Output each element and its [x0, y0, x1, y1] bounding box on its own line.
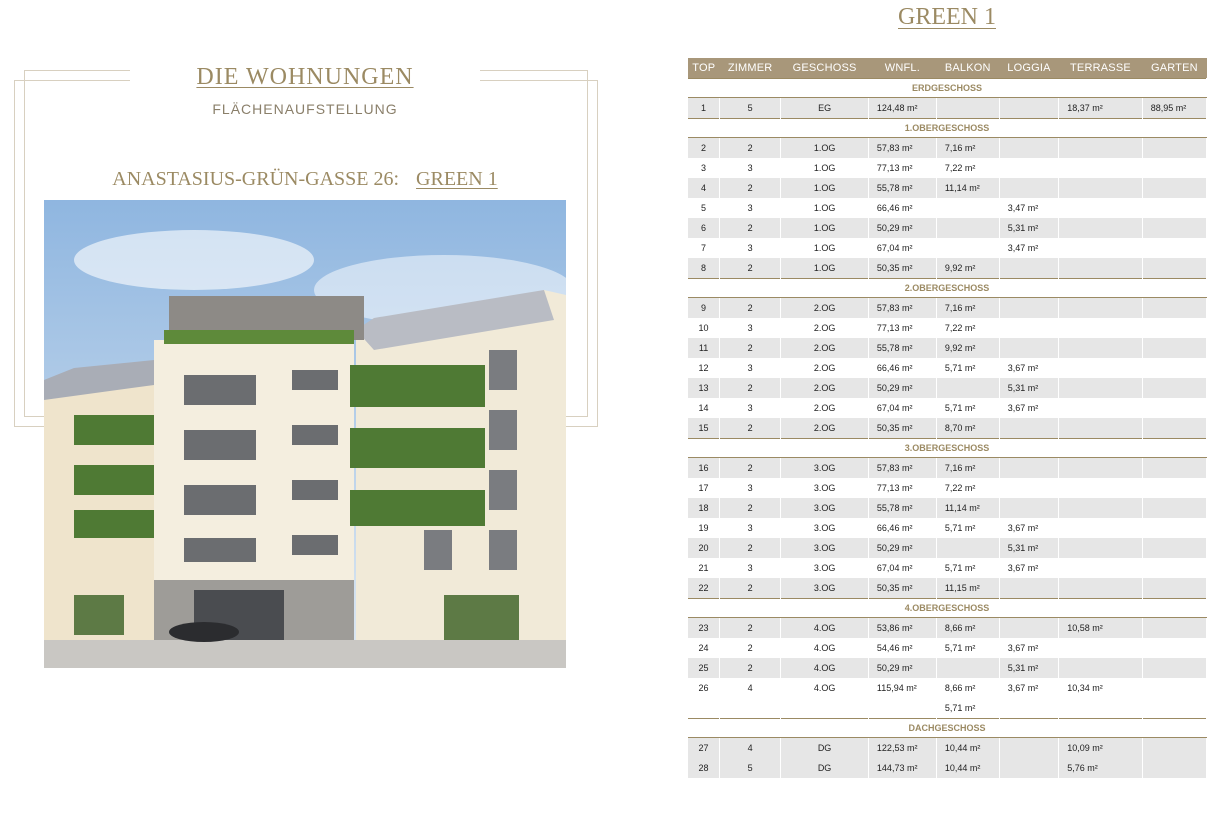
table-cell: [1142, 678, 1206, 698]
table-cell: [1059, 218, 1143, 238]
table-row: [688, 338, 1207, 358]
table-cell: 2: [720, 638, 781, 658]
table-cell: 4.OG: [781, 618, 869, 639]
column-header: GESCHOSS: [781, 58, 869, 79]
table-row: [688, 158, 1207, 178]
table-cell: [1142, 338, 1206, 358]
table-row: [688, 178, 1207, 198]
table-cell: 11: [688, 338, 720, 358]
table-row: [688, 618, 1207, 639]
table-cell: [999, 618, 1059, 639]
table-row: [688, 198, 1207, 218]
table-cell: 67,04 m²: [868, 238, 936, 258]
table-row: [688, 398, 1207, 418]
table-cell: 57,83 m²: [868, 458, 936, 479]
table-cell: 5,71 m²: [936, 558, 999, 578]
table-row: [688, 658, 1207, 678]
table-cell: 3.OG: [781, 518, 869, 538]
table-cell: 7,16 m²: [936, 458, 999, 479]
table-cell: [1059, 238, 1143, 258]
table-cell: [1142, 458, 1206, 479]
table-cell: 7,22 m²: [936, 478, 999, 498]
table-cell: [1142, 618, 1206, 639]
table-cell: 25: [688, 658, 720, 678]
table-row: [688, 498, 1207, 518]
table-cell: [999, 738, 1059, 759]
table-cell: [999, 318, 1059, 338]
page-title: DIE WOHNUNGEN: [196, 64, 414, 90]
table-cell: 19: [688, 518, 720, 538]
table-cell: [1142, 138, 1206, 159]
table-cell: 11,14 m²: [936, 498, 999, 518]
table-cell: [1059, 318, 1143, 338]
table-cell: [1059, 458, 1143, 479]
table-cell: 7,22 m²: [936, 158, 999, 178]
table-cell: 18,37 m²: [1059, 98, 1143, 119]
table-cell: 2: [720, 218, 781, 238]
table-cell: [1142, 498, 1206, 518]
table-cell: [1059, 258, 1143, 279]
table-cell: 10,09 m²: [1059, 738, 1143, 759]
table-cell: 66,46 m²: [868, 518, 936, 538]
table-cell: [1059, 658, 1143, 678]
table-cell: 3: [720, 478, 781, 498]
table-cell: DG: [781, 738, 869, 759]
column-header: GARTEN: [1142, 58, 1206, 79]
table-cell: 4.OG: [781, 678, 869, 698]
table-cell: [999, 338, 1059, 358]
table-row: [688, 518, 1207, 538]
building-illustration: [44, 200, 566, 668]
table-row: [688, 238, 1207, 258]
table-cell: [868, 698, 936, 719]
table-cell: 54,46 m²: [868, 638, 936, 658]
table-cell: 3,67 m²: [999, 638, 1059, 658]
section-row: [688, 79, 1207, 98]
table-cell: 12: [688, 358, 720, 378]
table-cell: 5: [688, 198, 720, 218]
table-cell: [781, 698, 869, 719]
table-body: [688, 79, 1207, 779]
table-cell: [999, 498, 1059, 518]
table-cell: [999, 578, 1059, 599]
table-cell: 67,04 m²: [868, 558, 936, 578]
column-header: ZIMMER: [720, 58, 781, 79]
table-cell: [1142, 518, 1206, 538]
table-cell: 2.OG: [781, 298, 869, 319]
table-cell: [1142, 558, 1206, 578]
table-cell: 15: [688, 418, 720, 439]
table-cell: 3.OG: [781, 478, 869, 498]
title-block: [130, 56, 480, 126]
table-cell: 55,78 m²: [868, 338, 936, 358]
table-cell: [936, 238, 999, 258]
table-cell: 17: [688, 478, 720, 498]
table-cell: 3: [720, 358, 781, 378]
table-cell: 2: [720, 538, 781, 558]
table-row: [688, 378, 1207, 398]
table-cell: 8: [688, 258, 720, 279]
building-rendering: [44, 200, 566, 668]
table-cell: 3,67 m²: [999, 678, 1059, 698]
table-cell: 3: [720, 158, 781, 178]
table-cell: 5,71 m²: [936, 398, 999, 418]
table-cell: 1.OG: [781, 158, 869, 178]
table-cell: [936, 98, 999, 119]
table-cell: 14: [688, 398, 720, 418]
table-cell: [1059, 698, 1143, 719]
table-cell: 4.OG: [781, 638, 869, 658]
column-header: BALKON: [936, 58, 999, 79]
section-label: ERDGESCHOSS: [688, 79, 1207, 98]
table-row: [688, 538, 1207, 558]
table-cell: 2: [720, 498, 781, 518]
table-cell: [1059, 138, 1143, 159]
section-row: [688, 439, 1207, 458]
table-cell: [688, 698, 720, 719]
table-cell: 3.OG: [781, 458, 869, 479]
table-cell: 2.OG: [781, 418, 869, 439]
page-subtitle: FLÄCHENAUFSTELLUNG: [212, 101, 398, 117]
table-cell: 1.OG: [781, 138, 869, 159]
address-text: ANASTASIUS-GRÜN-GASSE 26:: [112, 168, 400, 190]
table-cell: 2.OG: [781, 358, 869, 378]
table-cell: 50,35 m²: [868, 258, 936, 279]
table-cell: 5,71 m²: [936, 518, 999, 538]
table-cell: 50,35 m²: [868, 418, 936, 439]
table-header-row: [688, 58, 1207, 79]
table-cell: 66,46 m²: [868, 198, 936, 218]
table-cell: 5,71 m²: [936, 698, 999, 719]
table-cell: 2.OG: [781, 398, 869, 418]
table-cell: 10: [688, 318, 720, 338]
table-cell: [999, 418, 1059, 439]
table-cell: 122,53 m²: [868, 738, 936, 759]
project-name: GREEN 1: [416, 168, 498, 190]
table-cell: [1142, 538, 1206, 558]
table-cell: [1059, 198, 1143, 218]
table-row: [688, 558, 1207, 578]
table-cell: 8,66 m²: [936, 618, 999, 639]
table-cell: [1059, 338, 1143, 358]
table-cell: 67,04 m²: [868, 398, 936, 418]
section-row: [688, 279, 1207, 298]
table-cell: 27: [688, 738, 720, 759]
table-cell: 5: [720, 98, 781, 119]
section-label: DACHGESCHOSS: [688, 719, 1207, 738]
table-cell: 4: [720, 738, 781, 759]
table-cell: 1: [688, 98, 720, 119]
table-cell: [1142, 738, 1206, 759]
table-row: [688, 298, 1207, 319]
table-cell: 124,48 m²: [868, 98, 936, 119]
table-cell: 77,13 m²: [868, 158, 936, 178]
table-cell: 10,34 m²: [1059, 678, 1143, 698]
column-header: LOGGIA: [999, 58, 1059, 79]
table-cell: [1142, 418, 1206, 439]
table-cell: [1059, 578, 1143, 599]
table-cell: 2: [720, 258, 781, 279]
table-cell: [1059, 418, 1143, 439]
section-label: 2.OBERGESCHOSS: [688, 279, 1207, 298]
table-cell: 2: [720, 178, 781, 198]
table-cell: EG: [781, 98, 869, 119]
table-cell: [1142, 318, 1206, 338]
table-cell: 21: [688, 558, 720, 578]
table-cell: 57,83 m²: [868, 298, 936, 319]
table-cell: [1142, 178, 1206, 198]
table-cell: 2: [720, 298, 781, 319]
table-cell: 26: [688, 678, 720, 698]
table-cell: [999, 698, 1059, 719]
table-cell: [1142, 698, 1206, 719]
table-cell: [1142, 198, 1206, 218]
table-cell: 4: [688, 178, 720, 198]
table-cell: 10,44 m²: [936, 758, 999, 778]
table-cell: 3: [688, 158, 720, 178]
table-cell: 3,47 m²: [999, 238, 1059, 258]
table-cell: [1059, 358, 1143, 378]
table-cell: 3: [720, 518, 781, 538]
table-row: [688, 738, 1207, 759]
section-row: [688, 119, 1207, 138]
table-cell: 2: [720, 418, 781, 439]
table-cell: 3.OG: [781, 578, 869, 599]
table-cell: 2: [720, 378, 781, 398]
table-cell: [1059, 558, 1143, 578]
table-cell: 2.OG: [781, 338, 869, 358]
table-cell: 3: [720, 398, 781, 418]
table-cell: 28: [688, 758, 720, 778]
table-row: [688, 678, 1207, 698]
table-cell: 5,31 m²: [999, 378, 1059, 398]
table-cell: 5,31 m²: [999, 218, 1059, 238]
table-cell: [1059, 398, 1143, 418]
section-label: 1.OBERGESCHOSS: [688, 119, 1207, 138]
table-cell: [1142, 758, 1206, 778]
table-cell: [936, 378, 999, 398]
table-cell: [936, 218, 999, 238]
table-row: [688, 258, 1207, 279]
table-cell: [999, 458, 1059, 479]
section-row: [688, 719, 1207, 738]
table-cell: [1142, 398, 1206, 418]
table-row: [688, 358, 1207, 378]
table-cell: [1059, 498, 1143, 518]
area-table: [688, 58, 1207, 778]
table-cell: 8,66 m²: [936, 678, 999, 698]
table-cell: 4.OG: [781, 658, 869, 678]
table-cell: 3,67 m²: [999, 398, 1059, 418]
table-row: [688, 458, 1207, 479]
table-cell: 55,78 m²: [868, 498, 936, 518]
table-cell: [999, 178, 1059, 198]
table-cell: [999, 758, 1059, 778]
table-cell: 88,95 m²: [1142, 98, 1206, 119]
table-cell: [1059, 158, 1143, 178]
table-cell: 4: [720, 678, 781, 698]
table-cell: 5,71 m²: [936, 638, 999, 658]
table-cell: 2: [720, 458, 781, 479]
table-cell: 3,67 m²: [999, 518, 1059, 538]
section-label: 3.OBERGESCHOSS: [688, 439, 1207, 458]
table-cell: 3: [720, 558, 781, 578]
table-cell: 3,67 m²: [999, 558, 1059, 578]
table-cell: 9,92 m²: [936, 258, 999, 279]
table-cell: [720, 698, 781, 719]
table-row: [688, 218, 1207, 238]
table-cell: 5,76 m²: [1059, 758, 1143, 778]
table-cell: 3: [720, 238, 781, 258]
table-cell: 10,58 m²: [1059, 618, 1143, 639]
table-cell: 2.OG: [781, 378, 869, 398]
table-cell: 23: [688, 618, 720, 639]
table-cell: 1.OG: [781, 238, 869, 258]
table-row: [688, 758, 1207, 778]
table-cell: 3,67 m²: [999, 358, 1059, 378]
table-row: [688, 698, 1207, 719]
table-cell: 3.OG: [781, 538, 869, 558]
table-cell: 50,29 m²: [868, 538, 936, 558]
table-cell: 9: [688, 298, 720, 319]
table-cell: [936, 538, 999, 558]
table-cell: 8,70 m²: [936, 418, 999, 439]
table-cell: [1059, 298, 1143, 319]
section-row: [688, 599, 1207, 618]
table-cell: [1142, 298, 1206, 319]
table-cell: [1142, 218, 1206, 238]
table-cell: [1142, 578, 1206, 599]
table-cell: [1059, 538, 1143, 558]
table-cell: 2: [720, 578, 781, 599]
table-cell: 50,35 m²: [868, 578, 936, 599]
table-cell: 77,13 m²: [868, 478, 936, 498]
table-row: [688, 318, 1207, 338]
table-cell: 55,78 m²: [868, 178, 936, 198]
table-cell: 13: [688, 378, 720, 398]
table-cell: 5,31 m²: [999, 538, 1059, 558]
table-cell: 22: [688, 578, 720, 599]
table-cell: 2: [720, 618, 781, 639]
table-row: [688, 578, 1207, 599]
table-cell: 1.OG: [781, 218, 869, 238]
table-cell: 3.OG: [781, 558, 869, 578]
column-header: TERRASSE: [1059, 58, 1143, 79]
table-cell: 50,29 m²: [868, 378, 936, 398]
table-cell: 16: [688, 458, 720, 479]
table-cell: [999, 478, 1059, 498]
address-heading: [44, 168, 566, 191]
table-cell: 77,13 m²: [868, 318, 936, 338]
table-cell: 1.OG: [781, 178, 869, 198]
table-row: [688, 98, 1207, 119]
table-cell: 11,14 m²: [936, 178, 999, 198]
table-cell: DG: [781, 758, 869, 778]
table-row: [688, 418, 1207, 439]
section-label: 4.OBERGESCHOSS: [688, 599, 1207, 618]
table-cell: 20: [688, 538, 720, 558]
table-cell: [1142, 358, 1206, 378]
table-cell: [1142, 638, 1206, 658]
table-cell: [999, 258, 1059, 279]
table-cell: 2: [720, 338, 781, 358]
table-cell: [936, 658, 999, 678]
table-cell: [936, 198, 999, 218]
table-cell: [1142, 238, 1206, 258]
table-cell: [1142, 658, 1206, 678]
table-cell: [999, 98, 1059, 119]
column-header: WNFL.: [868, 58, 936, 79]
table-cell: 5,71 m²: [936, 358, 999, 378]
table-cell: 7,22 m²: [936, 318, 999, 338]
table-cell: [1142, 158, 1206, 178]
table-cell: 3: [720, 198, 781, 218]
table-cell: 115,94 m²: [868, 678, 936, 698]
table-cell: 6: [688, 218, 720, 238]
table-cell: 53,86 m²: [868, 618, 936, 639]
table-cell: 7: [688, 238, 720, 258]
table-cell: 3: [720, 318, 781, 338]
table-cell: [1059, 638, 1143, 658]
table-cell: 50,29 m²: [868, 658, 936, 678]
table-cell: 66,46 m²: [868, 358, 936, 378]
table-cell: 7,16 m²: [936, 138, 999, 159]
table-cell: 57,83 m²: [868, 138, 936, 159]
table-cell: 11,15 m²: [936, 578, 999, 599]
table-cell: 7,16 m²: [936, 298, 999, 319]
table-cell: [999, 138, 1059, 159]
table-cell: 24: [688, 638, 720, 658]
table-cell: 144,73 m²: [868, 758, 936, 778]
table-title-text: GREEN 1: [898, 4, 996, 30]
table-cell: [1059, 178, 1143, 198]
column-header: TOP: [688, 58, 720, 79]
table-cell: [1142, 478, 1206, 498]
table-cell: [1142, 258, 1206, 279]
table-cell: 1.OG: [781, 258, 869, 279]
table-row: [688, 478, 1207, 498]
table-cell: 3,47 m²: [999, 198, 1059, 218]
table-cell: 3.OG: [781, 498, 869, 518]
table-title: [688, 4, 1206, 31]
table-row: [688, 638, 1207, 658]
table-cell: 1.OG: [781, 198, 869, 218]
table-cell: [1059, 478, 1143, 498]
table-cell: [1142, 378, 1206, 398]
table-cell: 5,31 m²: [999, 658, 1059, 678]
table-cell: 2.OG: [781, 318, 869, 338]
table-cell: 2: [688, 138, 720, 159]
table-cell: 50,29 m²: [868, 218, 936, 238]
table-cell: [999, 158, 1059, 178]
table-cell: [1059, 378, 1143, 398]
table-cell: 9,92 m²: [936, 338, 999, 358]
table-cell: 2: [720, 658, 781, 678]
table-row: [688, 138, 1207, 159]
table-cell: [1059, 518, 1143, 538]
table-cell: 10,44 m²: [936, 738, 999, 759]
table-cell: 5: [720, 758, 781, 778]
table-cell: [999, 298, 1059, 319]
table-cell: 18: [688, 498, 720, 518]
table-cell: 2: [720, 138, 781, 159]
